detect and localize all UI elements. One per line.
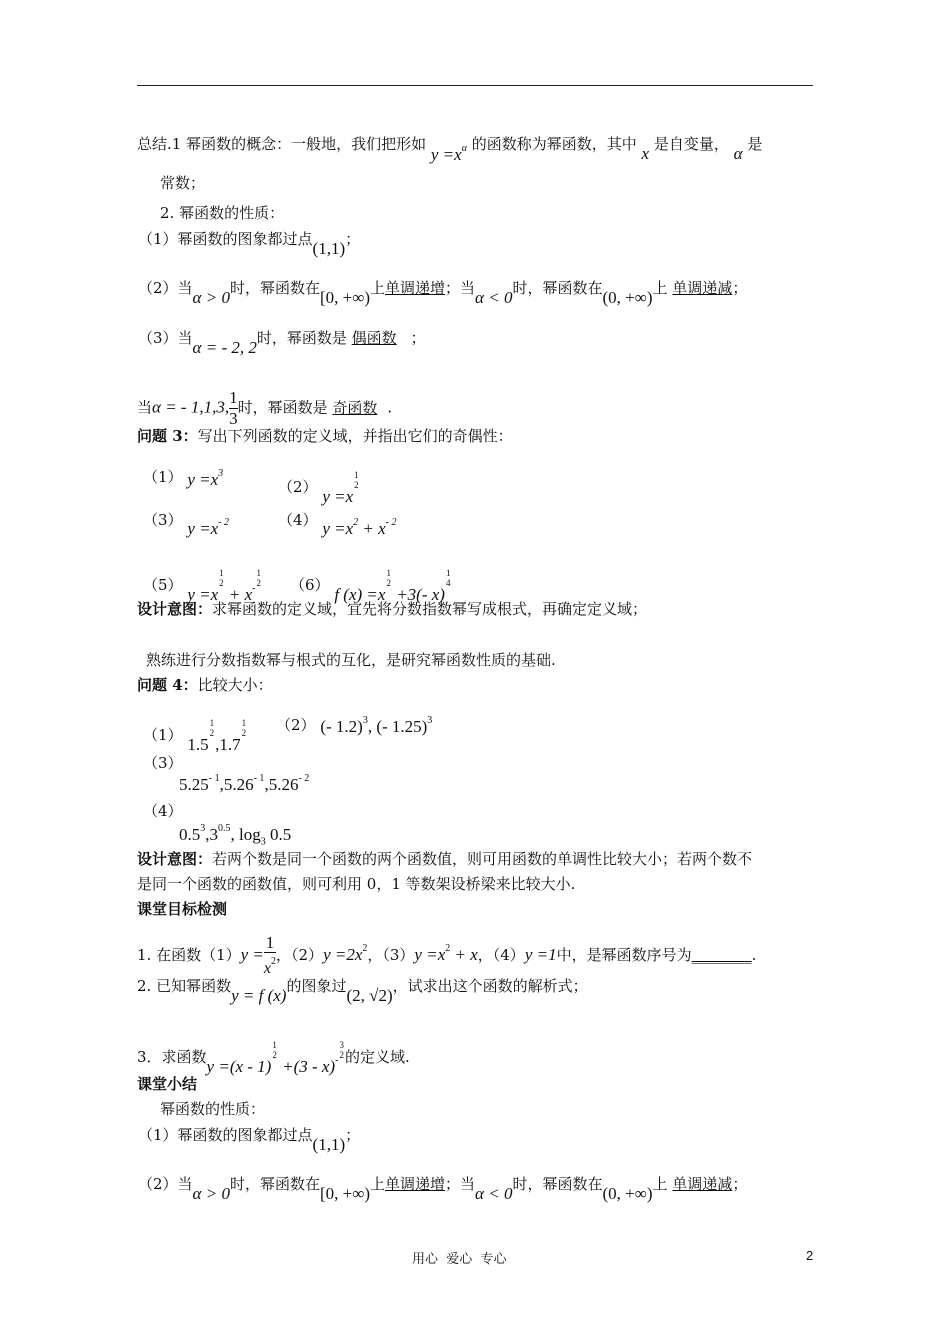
math-expression: $y =x^3$ (187, 468, 224, 489)
answer-even: 偶函数 (351, 329, 397, 347)
design-intent-1-cont: 熟练进行分数指数幂与根式的互化，是研究幂函数性质的基础. (146, 651, 556, 669)
question-title: 问题 3： (137, 427, 198, 445)
text: 是自变量， (653, 135, 729, 153)
math-expression: $5.25^{- 1},5.26^{- 1},5.26^{- 2}$ (179, 773, 310, 794)
text: ； (732, 1175, 748, 1193)
property-4 (137, 388, 392, 429)
property-3 (138, 327, 426, 357)
text: ； (410, 329, 426, 347)
design-title: 设计意图： (137, 600, 213, 618)
math-expression: $0.5^3,3^{0.5}$, $\log_3 0.5$ (179, 823, 292, 848)
property-1 (138, 228, 361, 258)
question-3-heading (137, 425, 513, 447)
text: 时，幂函数在 (512, 279, 603, 297)
fraction: $\frac{1}{x^2}$ (263, 933, 277, 977)
math-point: (1,1) (312, 1135, 346, 1154)
item-label: （2） (276, 716, 316, 734)
q3-item-1 (143, 460, 223, 488)
math-expression: $y =2x^2$ (323, 943, 368, 964)
math-expression: $y =x^{- 2}$ (187, 517, 229, 538)
text: . (751, 946, 757, 964)
text: . (387, 398, 393, 417)
text: 2. 已知幂函数 (137, 977, 232, 995)
math-interval: (0, +∞) (602, 288, 653, 307)
math-expression: y =1 (524, 945, 557, 964)
q3-item-6 (290, 558, 451, 604)
question-4-heading (137, 674, 273, 696)
math-expression: y =x 1 2 + x- 1 2 (187, 568, 262, 604)
math-condition: α > 0 (192, 1184, 230, 1203)
text: 时，幂函数是 (237, 398, 328, 417)
recap-line-1: 幂函数的性质： (160, 1100, 266, 1118)
math-expression: $y =x^2 + x$ (414, 943, 478, 964)
text: ，试求出这个函数的解析式； (392, 977, 588, 995)
text: 时，幂函数在 (229, 1175, 320, 1193)
item-label: （4） (278, 511, 318, 529)
check-question-2 (137, 975, 588, 1005)
text: 时，幂函数在 (512, 1175, 603, 1193)
math-interval: (0, +∞) (602, 1184, 653, 1203)
q3-item-5 (143, 558, 262, 604)
item-label: （6） (290, 576, 330, 594)
q3-item-4 (278, 503, 397, 538)
text: ；当 (445, 279, 476, 297)
text: 1 幂函数的概念：一般地，我们把形如 (171, 135, 427, 153)
math-expression: y =(x - 1) 1 2 +(3 - x)- 3 2 (206, 1040, 344, 1076)
text: 是 (747, 135, 763, 153)
text: 上 (370, 279, 386, 297)
answer-increasing: 单调递增 (385, 1175, 446, 1193)
math-interval: [0, +∞) (319, 1184, 370, 1203)
math-expression: 1.5 1 2 ,1.7 1 2 (187, 718, 247, 754)
question-text: 比较大小： (197, 676, 273, 694)
header-rule (137, 85, 813, 86)
answer-odd: 奇函数 (332, 398, 378, 417)
summary-line-1 (137, 127, 763, 164)
text: 3．求函数 (137, 1048, 207, 1066)
check-question-1 (137, 934, 756, 978)
item-label: （1） (143, 468, 183, 486)
item-label: （4） (143, 802, 183, 820)
text: 当 (137, 398, 153, 417)
summary-line-2: 常数； (160, 174, 206, 192)
math-point: (1,1) (312, 239, 346, 258)
q3-item-3 (143, 503, 229, 538)
summary-label: 总结. (137, 135, 172, 153)
math-condition: α = - 1,1,3, (152, 397, 230, 417)
text: 上 (370, 1175, 386, 1193)
question-text: 写出下列函数的定义域，并指出它们的奇偶性： (197, 427, 513, 445)
recap-property-2 (138, 1173, 748, 1203)
section-title-check: 课堂目标检测 (137, 900, 228, 918)
item-label: （5） (143, 576, 183, 594)
summary-heading-2: 2. 幂函数的性质： (160, 204, 285, 222)
text: （1）幂函数的图象都过点 (138, 1126, 313, 1144)
text: 中，是幂函数序号为 (556, 946, 692, 964)
math-expression: f (x) =x 1 2 +3(- x) 1 4 (334, 568, 451, 604)
text: ，（3） (367, 946, 415, 964)
design-intent-2 (137, 848, 752, 870)
text: ；当 (445, 1175, 476, 1193)
item-label: （2） (278, 478, 318, 496)
item-label: （3） (143, 754, 183, 772)
math-x: x (641, 144, 650, 163)
q4-item-1 (143, 708, 247, 754)
answer-blank: ________ (691, 946, 752, 964)
q4-item-2 (276, 708, 432, 736)
math-expression: (- 1.2)$^3$, (- 1.25)$^3$ (320, 715, 433, 736)
text: 的定义域. (344, 1048, 410, 1066)
text: 上 (652, 279, 668, 297)
text: （3）当 (138, 329, 193, 347)
text: 时，幂函数是 (256, 329, 347, 347)
math-power-function: $y =x^\alpha$ (430, 143, 467, 164)
design-text: 若两个数是同一个函数的两个函数值，则可用函数的单调性比较大小；若两个数不 (212, 850, 753, 868)
text: ，（2） (276, 946, 324, 964)
fraction: $\frac{1}{3}$ (229, 388, 238, 428)
q3-item-2 (278, 460, 360, 506)
footer-motto: 用心 爱心 专心 (412, 1252, 507, 1267)
math-condition: α = - 2, 2 (192, 338, 257, 357)
math-expression: $y =x^2 + x^{- 2}$ (322, 517, 397, 538)
text: （2）当 (138, 1175, 193, 1193)
text: ； (732, 279, 748, 297)
recap-property-1 (138, 1124, 361, 1154)
page-number: 2 (806, 1248, 814, 1263)
text: （2）当 (138, 279, 193, 297)
text: （1）幂函数的图象都过点 (138, 230, 313, 248)
property-2 (138, 277, 748, 307)
answer-decreasing: 单调递减 (672, 279, 733, 297)
math-interval: [0, +∞) (319, 288, 370, 307)
question-title: 问题 4： (137, 676, 198, 694)
answer-decreasing: 单调递减 (672, 1175, 733, 1193)
answer-increasing: 单调递增 (385, 279, 446, 297)
math-condition: α < 0 (475, 1184, 513, 1203)
item-label: （1） (143, 726, 183, 744)
math-expression: y =x 1 2 (322, 470, 359, 506)
text: 的函数称为幂函数，其中 (471, 135, 637, 153)
design-intent-1 (137, 598, 647, 620)
math-point: (2, √2) (346, 986, 393, 1005)
text: 上 (652, 1175, 668, 1193)
math-condition: α > 0 (192, 288, 230, 307)
item-label: （3） (143, 511, 183, 529)
text: ，（4） (477, 946, 525, 964)
design-intent-2-cont: 是同一个函数的函数值，则可利用 0，1 等数架设桥梁来比较大小. (137, 875, 576, 893)
q4-item-3 (143, 752, 310, 802)
math-condition: α < 0 (475, 288, 513, 307)
check-question-3 (137, 1030, 410, 1076)
math-alpha: α (733, 144, 743, 163)
text: 1. 在函数（1） (137, 946, 241, 964)
math-expression: y = f (x) (231, 986, 287, 1005)
math-expression: y = (240, 945, 264, 964)
design-title: 设计意图： (137, 850, 213, 868)
text: ； (345, 230, 361, 248)
design-text: 求幂函数的定义域，宜先将分数指数幂写成根式，再确定定义域； (212, 600, 648, 618)
section-title-recap: 课堂小结 (137, 1075, 198, 1093)
text: 时，幂函数在 (229, 279, 320, 297)
text: 的图象过 (286, 977, 347, 995)
text: ； (345, 1126, 361, 1144)
